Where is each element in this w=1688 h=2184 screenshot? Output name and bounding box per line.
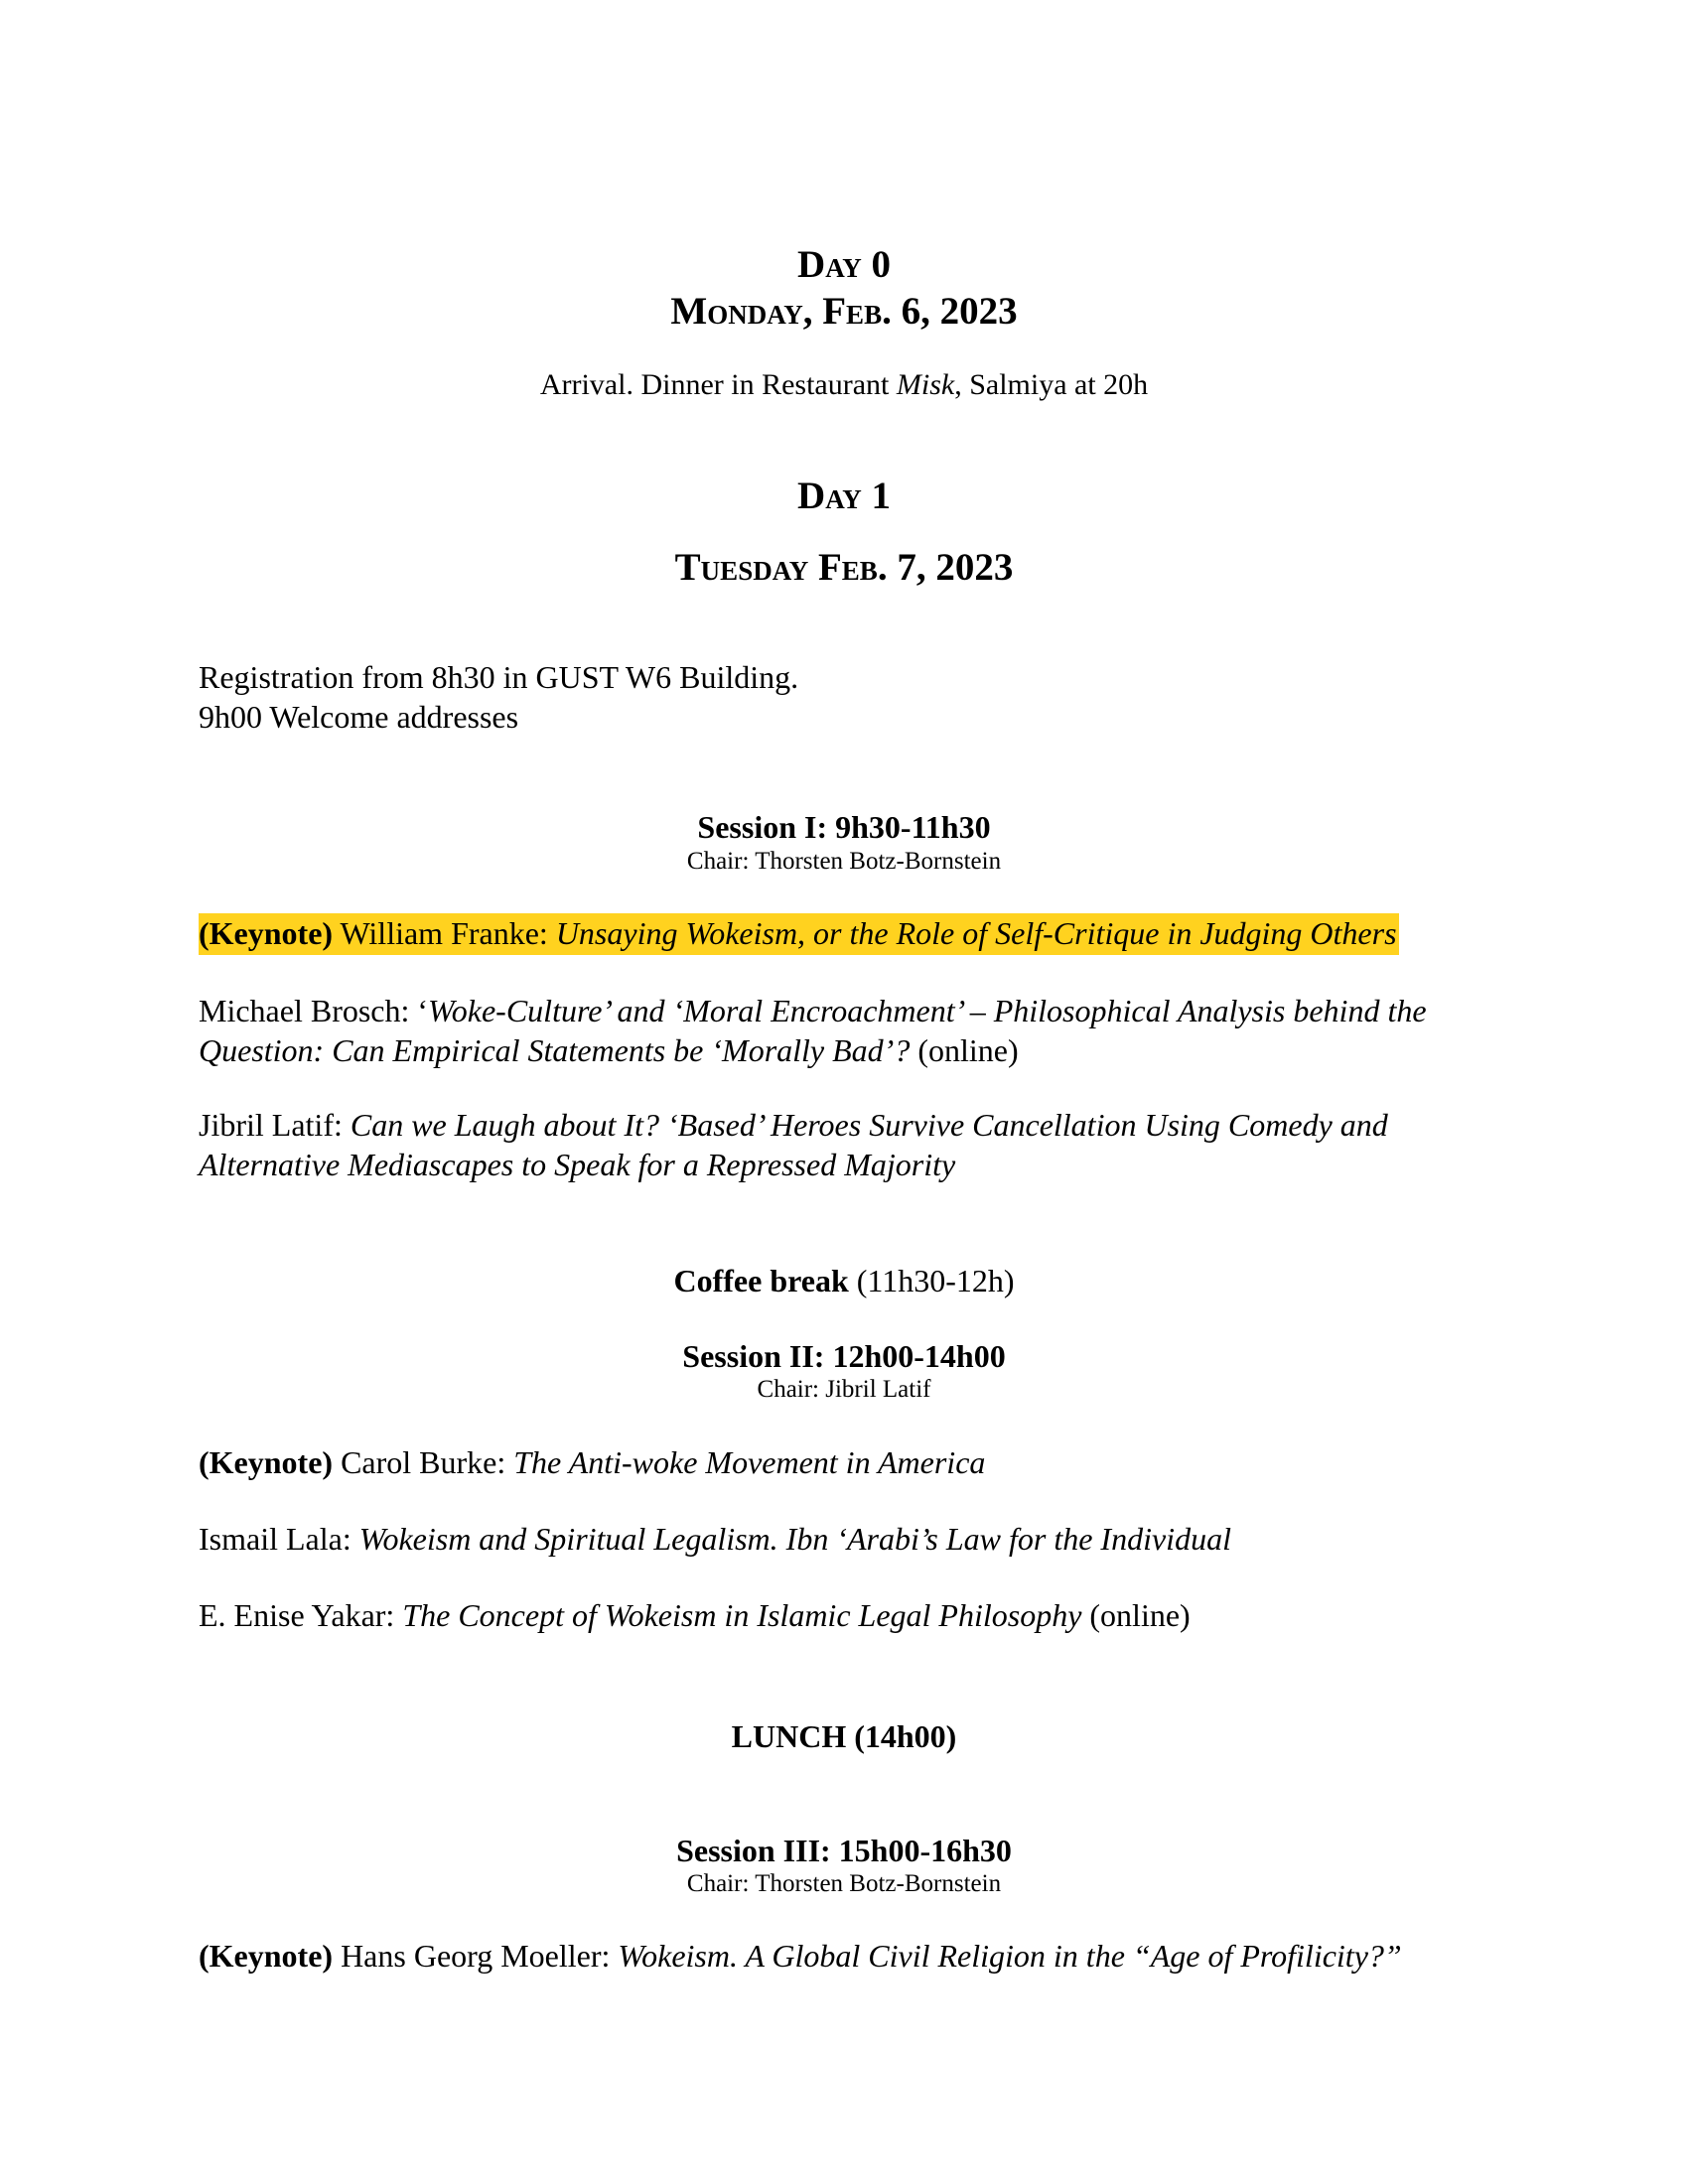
day0-note xyxy=(0,367,1688,403)
day1-date: Tuesday Feb. 7, 2023 xyxy=(674,546,1014,589)
session2-talk-2 xyxy=(199,1519,1499,1559)
registration-text: Registration from 8h30 in GUST W6 Building. xyxy=(199,659,799,695)
session1-talk-1 xyxy=(199,913,1499,953)
coffee-label: Coffee break xyxy=(673,1263,849,1298)
session3-chair: Chair: Thorsten Botz-Bornstein xyxy=(686,1870,1002,1897)
lunch-label: LUNCH (14h00) xyxy=(731,1718,957,1754)
talk-title: Unsaying Wokeism, or the Role of Self-Critique in Judging Others xyxy=(555,915,1397,951)
session1-chair: Chair: Thorsten Botz-Bornstein xyxy=(686,848,1002,875)
talk-speaker: Jibril Latif: xyxy=(199,1107,351,1143)
session2-talk-1 xyxy=(199,1442,1499,1482)
coffee-time: (11h30-12h) xyxy=(848,1263,1015,1298)
session2-title: Session II: 12h00-14h00 xyxy=(682,1338,1006,1374)
day0-label: Day 0 xyxy=(797,243,891,286)
talk-speaker: Ismail Lala: xyxy=(199,1521,359,1557)
session1-title: Session I: 9h30-11h30 xyxy=(697,809,991,845)
talk-title: The Anti-woke Movement in America xyxy=(513,1444,986,1480)
talk-speaker: Michael Brosch: ‘ xyxy=(199,993,429,1028)
talk-speaker: E. Enise Yakar: xyxy=(199,1597,403,1633)
talk-speaker: Carol Burke: xyxy=(333,1444,514,1480)
talk-speaker: Hans Georg Moeller: xyxy=(333,1938,619,1974)
talk-speaker: William Franke: xyxy=(333,915,556,951)
talk-title: Wokeism. A Global Civil Religion in the “Age of Profilicity?” xyxy=(618,1938,1402,1974)
keynote-tag: (Keynote) xyxy=(199,915,334,951)
talk-title: Wokeism and Spiritual Legalism. Ibn ‘Arabi’s Law for the Individual xyxy=(358,1521,1231,1557)
talk-title: Woke-Culture’ and ‘Moral Encroachment’ – Philosophical Analysis behind the Question: Can Empirical Statements be ‘Morally Bad’? xyxy=(199,993,1427,1068)
session2-talk-3 xyxy=(199,1595,1499,1635)
session3-title: Session III: 15h00-16h30 xyxy=(676,1833,1012,1868)
day0-note-suffix: , Salmiya at 20h xyxy=(954,368,1149,401)
talk-title: The Concept of Wokeism in Islamic Legal Philosophy xyxy=(402,1597,1082,1633)
day1-intro xyxy=(199,657,1499,737)
highlighted-entry xyxy=(199,913,1399,955)
talk-title: Can we Laugh about It? ‘Based’ Heroes Survive Cancellation Using Comedy and Alternative Mediascapes to Speak for a Repressed Majority xyxy=(199,1107,1388,1182)
welcome-text: 9h00 Welcome addresses xyxy=(199,699,519,735)
day0-note-venue: Misk xyxy=(896,368,955,401)
talk-suffix: (online) xyxy=(910,1032,1019,1068)
session1-talk-2 xyxy=(199,991,1499,1070)
coffee-break xyxy=(0,1261,1688,1300)
day1-label: Day 1 xyxy=(797,475,891,517)
session3-talk-1 xyxy=(199,1936,1499,1976)
day0-date: Monday, Feb. 6, 2023 xyxy=(670,290,1018,333)
day0-note-prefix: Arrival. Dinner in Restaurant xyxy=(539,368,897,401)
talk-suffix: (online) xyxy=(1081,1597,1191,1633)
keynote-tag: (Keynote) xyxy=(199,1444,334,1480)
session1-talk-3 xyxy=(199,1105,1499,1184)
keynote-tag: (Keynote) xyxy=(199,1938,334,1974)
session2-chair: Chair: Jibril Latif xyxy=(757,1376,931,1403)
